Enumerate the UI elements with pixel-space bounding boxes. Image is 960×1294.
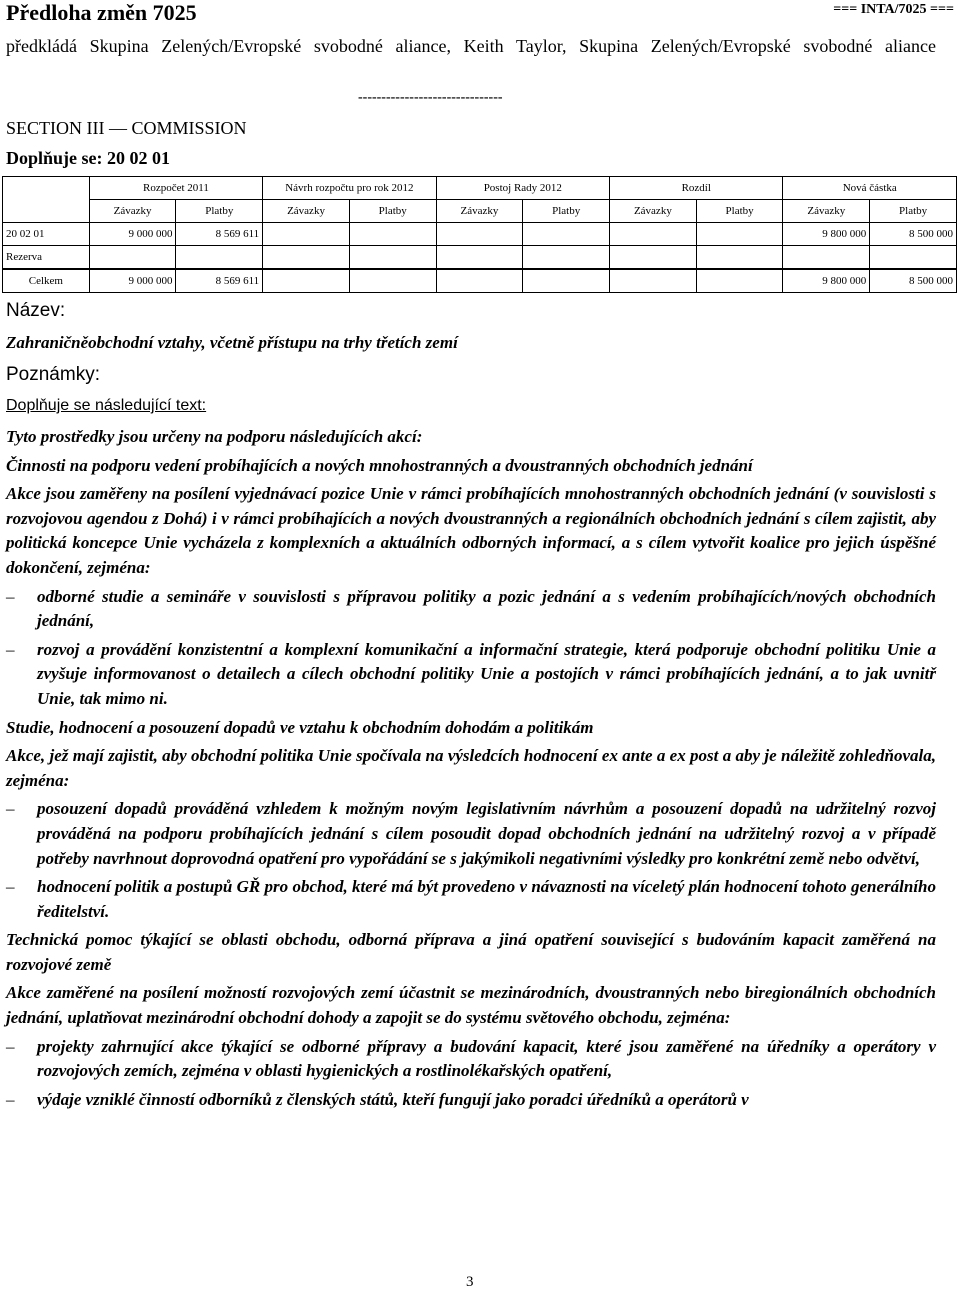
list-item-text: posouzení dopadů prováděná vzhledem k možným novým legislativním návrhům a posouzení dopadů na udržitelný rozvoj prováděná na podporu probíhajících jednání s cílem posoudit dopad obchodních jednání na udržitelný rozvoj a v případě potřeby navrhnout doprovodná opatření pro vypořádání se s jakýmikoli negativními výsledky pro konkrétní země nebo odvětví, (37, 799, 936, 868)
budget-line-name: Zahraničněobchodní vztahy, včetně přístupu na trhy třetích zemí (6, 333, 458, 352)
table-cell (436, 269, 523, 293)
table-cell: 9 000 000 (89, 269, 176, 293)
group-header: Rozdíl (610, 177, 783, 200)
table-cell (523, 246, 610, 270)
dash-marker: – (6, 799, 15, 819)
group-header: Nová částka (783, 177, 957, 200)
column-header: Platby (523, 200, 610, 223)
paragraph: Tyto prostředky jsou určeny na podporu následujících akcí: (6, 427, 423, 446)
table-sub-header (3, 200, 957, 223)
column-header: Závazky (610, 200, 697, 223)
page-number: 3 (466, 1274, 474, 1290)
table-cell (89, 246, 176, 270)
table-cell (696, 246, 783, 270)
table-cell (610, 223, 697, 246)
column-header: Závazky (263, 200, 350, 223)
notes-heading: Poznámky: (6, 364, 100, 385)
list-item (6, 638, 936, 712)
table-cell: 8 569 611 (176, 269, 263, 293)
table-cell (523, 223, 610, 246)
group-header: Návrh rozpočtu pro rok 2012 (263, 177, 436, 200)
list-item-text: rozvoj a provádění konzistentní a komplexní komunikační a informační strategie, která podporuje obchodní politiku Unie a zvyšuje informovanost o detailech a cílech obchodní politiky Unie a postojích v rámci probíhajících jednání, a to jak uvnitř Unie, tak mimo ni. (37, 639, 936, 708)
dash-marker: – (6, 877, 15, 897)
amends-line: Doplňuje se: 20 02 01 (6, 148, 171, 168)
table-cell: 8 500 000 (870, 269, 957, 293)
table-cell (436, 223, 523, 246)
paragraph: Akce jsou zaměřeny na posílení vyjednávací pozice Unie v rámci probíhajících mnohostranných obchodních jednání (v souvislosti s rozvojovou agendou z Dohá) i v rámci probíhajících a nových dvoustranných a regionálních obchodních jednání s cílem zajistit, aby politická koncepce Unie vycházela z komplexních a aktuálních odborných informací, a s cílem vytvořit koalice pro jejich úspěšné dokončení, zejména: (6, 484, 936, 577)
list-item (6, 1088, 936, 1113)
document-reference: === INTA/7025 === (833, 2, 954, 17)
budget-table (2, 176, 957, 293)
column-header: Závazky (783, 200, 870, 223)
table-cell: 9 800 000 (783, 269, 870, 293)
section-heading: SECTION III — COMMISSION (6, 118, 247, 138)
table-cell (263, 223, 350, 246)
table-cell (436, 246, 523, 270)
table-cell: 8 569 611 (176, 223, 263, 246)
list-item-text: projekty zahrnující akce týkající se odborné přípravy a budování kapacit, které jsou zaměřené na úředníky a operátory v rozvojových zemích, zejména v oblasti hygienických a rostlinolékařských opatření, (37, 1036, 936, 1081)
table-cell: 8 500 000 (870, 223, 957, 246)
table-group-header (3, 177, 957, 200)
group-header: Rozpočet 2011 (89, 177, 262, 200)
remarks-body (6, 425, 936, 1116)
table-cell (349, 223, 436, 246)
paragraph: Akce zaměřené na posílení možností rozvojových zemí účastnit se mezinárodních, dvoustranných nebo biregionálních obchodních jednání, uplatňovat mezinárodní obchodní dohody a zapojit se do systému světového obchodu, zejména: (6, 983, 936, 1028)
row-label: Celkem (3, 269, 90, 293)
table-row (3, 246, 957, 270)
table-cell (349, 246, 436, 270)
submitted-by: předkládá Skupina Zelených/Evropské svobodné aliance, Keith Taylor, Skupina Zelených/Evropské svobodné aliance (6, 36, 936, 56)
name-heading: Název: (6, 300, 66, 321)
table-cell (610, 269, 697, 293)
column-header: Platby (870, 200, 957, 223)
document-title: Předloha změn 7025 (6, 0, 197, 25)
paragraph: Technická pomoc týkající se oblasti obchodu, odborná příprava a jiná opatření související s budováním kapacit zaměřená na rozvojové země (6, 930, 936, 974)
column-header: Závazky (89, 200, 176, 223)
table-cell (349, 269, 436, 293)
list-item-text: hodnocení politik a postupů GŘ pro obchod, které má být provedeno v návaznosti na víceletý plán hodnocení tohoto generálního ředitelství. (37, 877, 936, 921)
divider-line: ------------------------------- (358, 90, 503, 105)
list-item (6, 1035, 936, 1084)
list-item (6, 797, 936, 871)
dash-marker: – (6, 1036, 15, 1056)
table-cell: 9 800 000 (783, 223, 870, 246)
table-cell: 9 000 000 (89, 223, 176, 246)
row-label: 20 02 01 (3, 223, 90, 246)
table-cell (176, 246, 263, 270)
dash-marker: – (6, 1089, 15, 1109)
table-total-row (3, 269, 957, 293)
table-cell (783, 246, 870, 270)
list-item-text: výdaje vzniklé činností odborníků z členských států, kteří fungují jako poradci úředníků a operátorů v (37, 1089, 749, 1109)
table-cell (523, 269, 610, 293)
column-header: Platby (696, 200, 783, 223)
table-cell (263, 246, 350, 270)
paragraph: Studie, hodnocení a posouzení dopadů ve vztahu k obchodním dohodám a politikám (6, 717, 594, 737)
paragraph: Akce, jež mají zajistit, aby obchodní politika Unie spočívala na výsledcích hodnocení ex ante a ex post a aby je náležitě zohledňovala, zejména: (6, 746, 936, 790)
table-cell (610, 246, 697, 270)
dash-marker: – (6, 639, 15, 659)
table-cell (870, 246, 957, 270)
list-item (6, 585, 936, 634)
list-item-text: odborné studie a semináře v souvislosti s přípravou politiky a pozic jednání a s vedením probíhajících/nových obchodních jednání, (37, 586, 936, 631)
list-item (6, 875, 936, 924)
column-header: Platby (176, 200, 263, 223)
table-cell (696, 269, 783, 293)
paragraph: Činnosti na podporu vedení probíhajících a nových mnohostranných a dvoustranných obchodních jednání (6, 455, 753, 475)
row-label: Rezerva (3, 246, 90, 270)
table-row (3, 223, 957, 246)
column-header: Platby (349, 200, 436, 223)
add-text-label: Doplňuje se následující text: (6, 397, 207, 414)
group-header: Postoj Rady 2012 (436, 177, 609, 200)
table-cell (263, 269, 350, 293)
column-header: Závazky (436, 200, 523, 223)
table-cell (696, 223, 783, 246)
dash-marker: – (6, 586, 15, 606)
